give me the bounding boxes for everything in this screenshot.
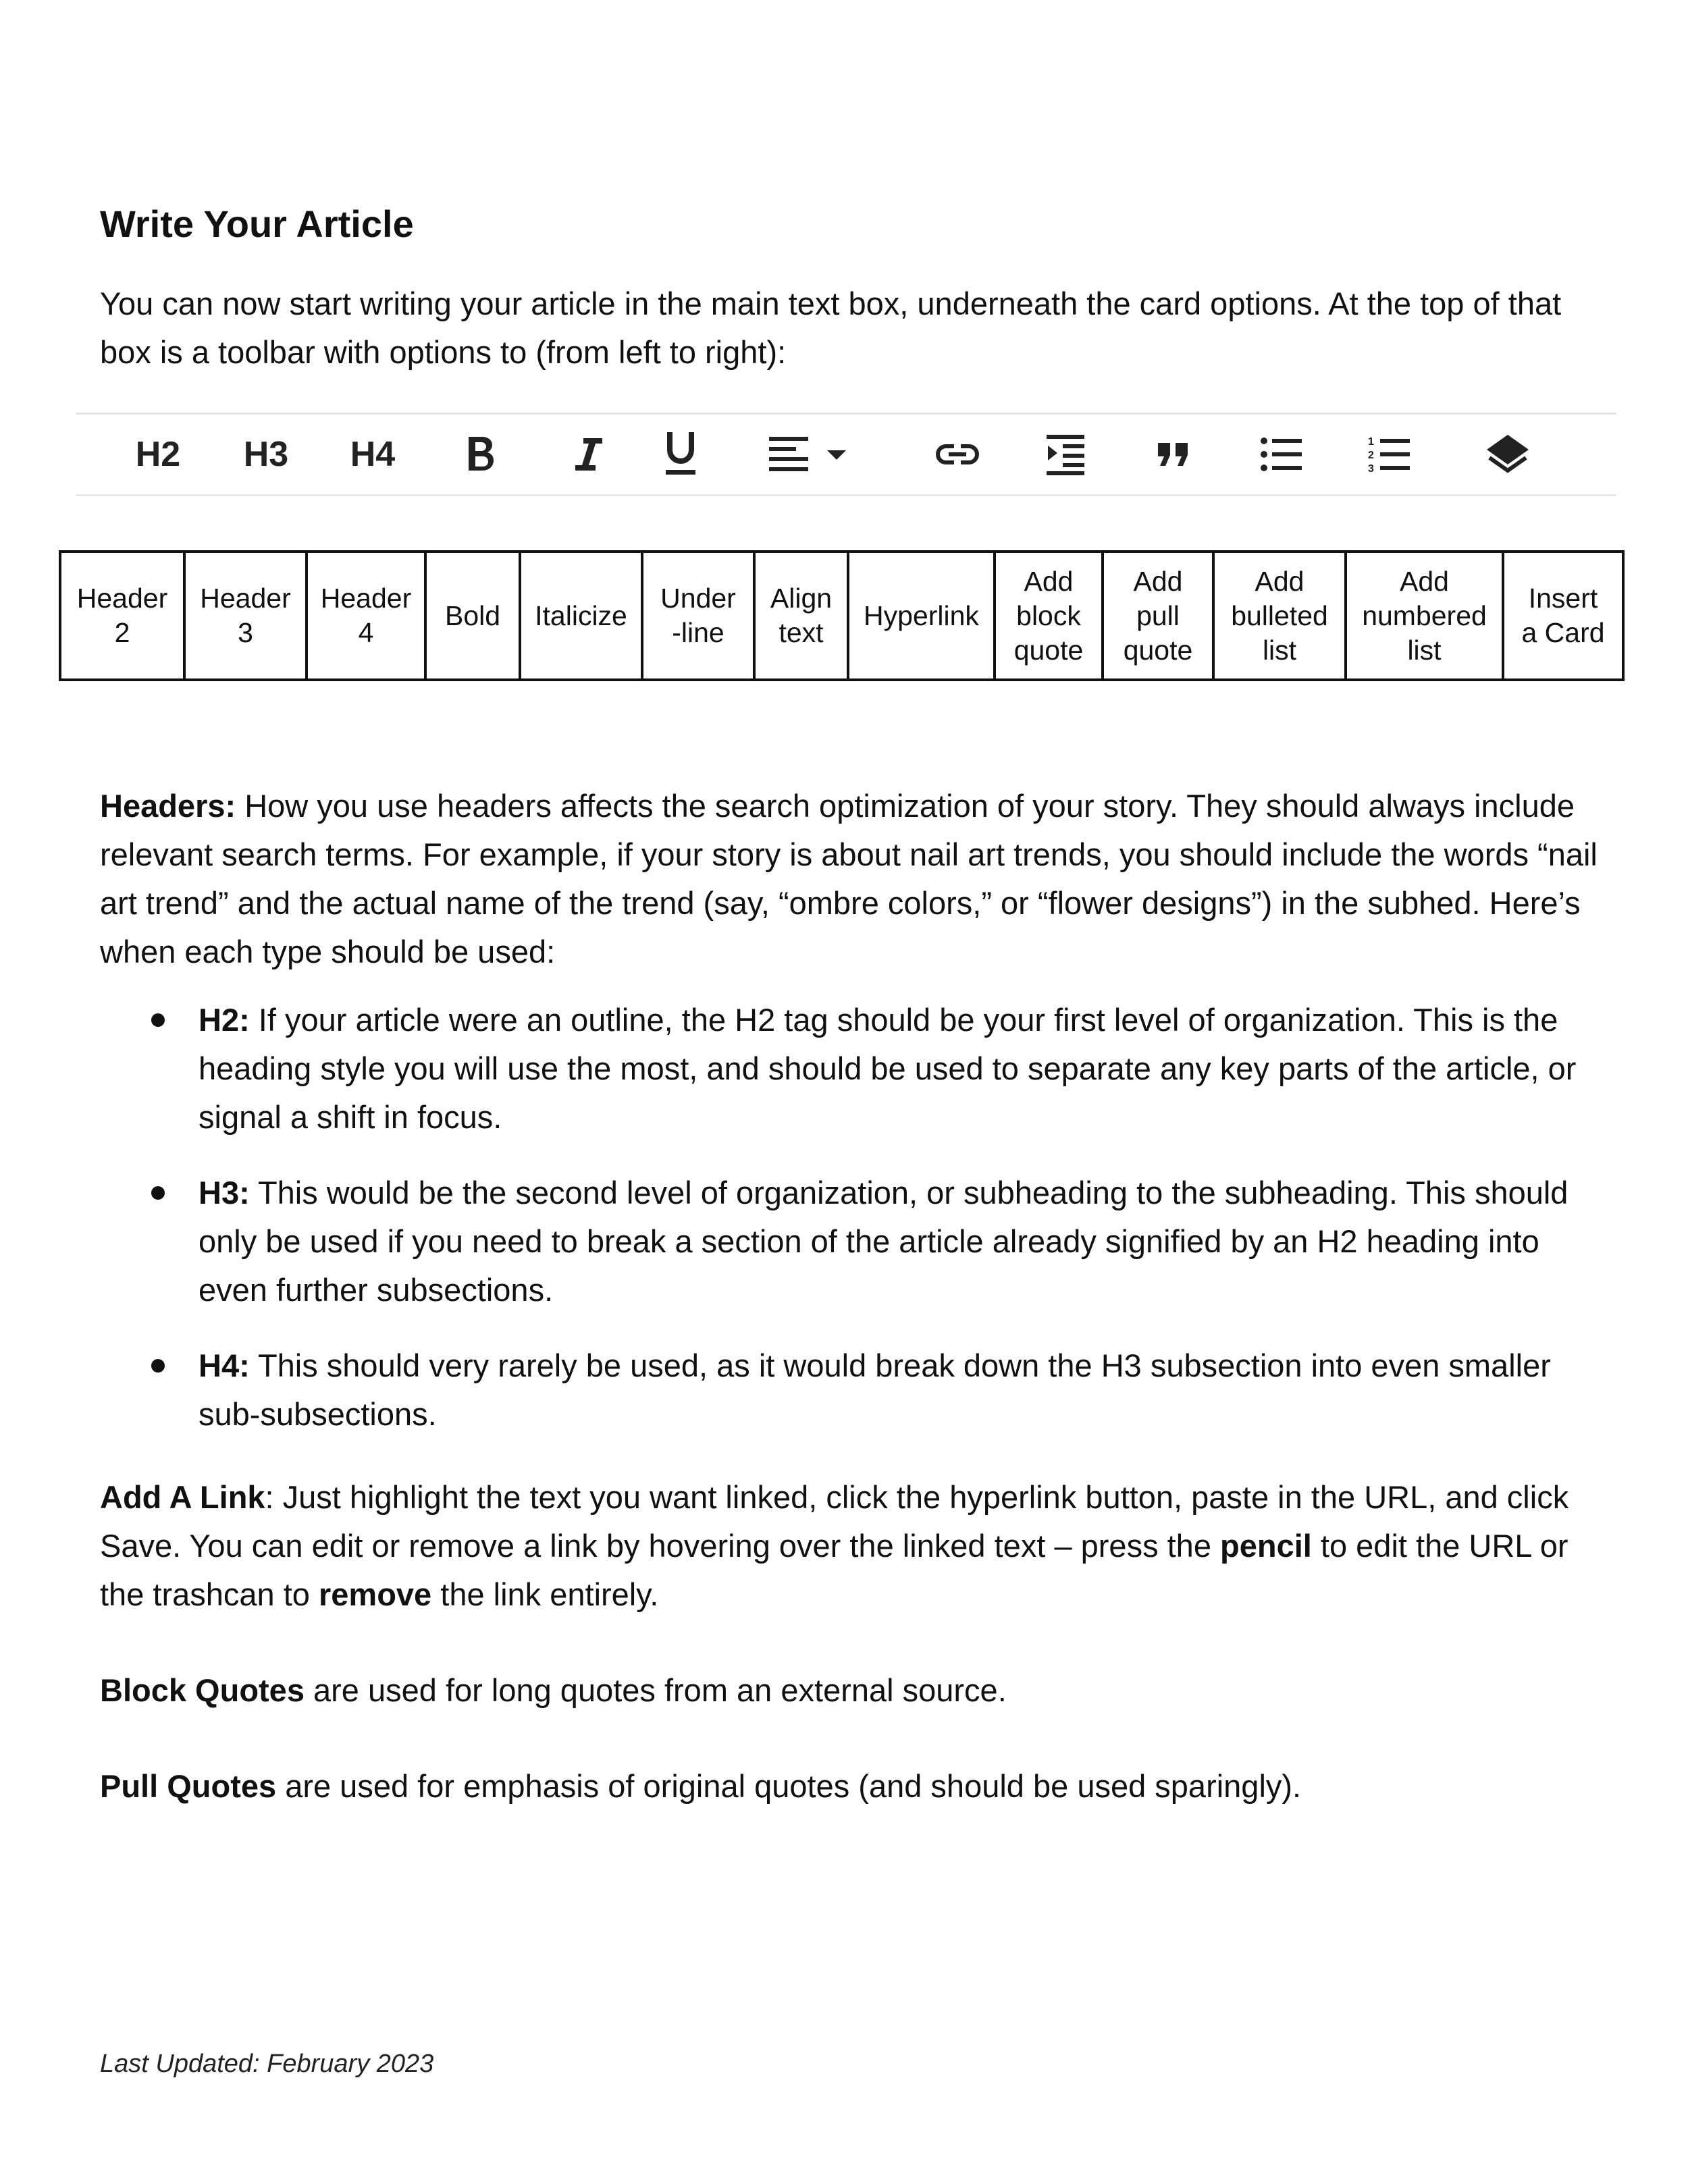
- legend-cell-text: Under: [660, 583, 736, 614]
- legend-cell: [1346, 552, 1503, 680]
- legend-cell: [642, 552, 754, 680]
- legend-cell-text: Header: [320, 583, 412, 614]
- intro-paragraph: You can now start writing your article in the main text box, underneath the card options. At the top of that box is a toolbar with options to (from left to right):: [100, 286, 1562, 370]
- bullet-text: This should very rarely be used, as it would break down the H3 subsection into even smaller sub-subsections.: [199, 1348, 1551, 1432]
- block-quotes-label: Block Quotes: [100, 1672, 305, 1708]
- pull-quote-icon[interactable]: [1133, 415, 1214, 494]
- headers-label: Headers:: [100, 788, 236, 824]
- legend-cell-text: -line: [672, 617, 724, 648]
- align-icon[interactable]: [764, 415, 859, 494]
- legend-cell-text: Header: [200, 583, 291, 614]
- bullet-label: H3:: [199, 1175, 250, 1210]
- toolbar-legend-table: [59, 550, 1625, 681]
- legend-cell-text: Add: [1255, 565, 1304, 597]
- legend-cell-text: list: [1262, 634, 1297, 666]
- legend-cell-text: 3: [238, 617, 253, 648]
- link-icon[interactable]: [917, 415, 998, 494]
- legend-cell-text: list: [1407, 634, 1442, 666]
- legend-cell-text: Header: [76, 583, 168, 614]
- legend-cell-text: numbered: [1362, 600, 1487, 631]
- legend-cell-text: 4: [358, 617, 374, 648]
- legend-cell: [848, 552, 995, 680]
- legend-cell-text: a Card: [1521, 617, 1605, 648]
- remove-term: remove: [318, 1576, 432, 1612]
- block-quote-icon[interactable]: [1025, 415, 1106, 494]
- add-link-text-2: to edit the URL or the trashcan to: [100, 1528, 1568, 1612]
- toolbar-h4[interactable]: H4: [350, 435, 396, 474]
- legend-cell-text: Insert: [1528, 583, 1598, 614]
- legend-cell-text: Add: [1133, 565, 1183, 597]
- toolbar-h2[interactable]: H2: [135, 435, 181, 474]
- legend-cell-text: Align: [770, 583, 833, 614]
- editor-toolbar: [76, 412, 1616, 496]
- legend-row: [60, 552, 1623, 680]
- legend-cell: [995, 552, 1103, 680]
- legend-cell: [60, 552, 184, 680]
- legend-cell-text: Add: [1400, 565, 1449, 597]
- block-quotes-paragraph: [100, 1666, 1612, 1715]
- card-layers-icon[interactable]: [1457, 415, 1558, 494]
- legend-cell-text: block: [1016, 600, 1081, 631]
- numbered-list-icon[interactable]: [1349, 415, 1430, 494]
- toolbar-h3[interactable]: H3: [243, 435, 289, 474]
- add-link-text: : Just highlight the text you want linked, click the hyperlink button, paste in the URL, and click Save. You can edit or remove a link by hovering over the linked text – press the: [100, 1479, 1569, 1564]
- legend-cell: [1503, 552, 1623, 680]
- legend-cell-text: text: [779, 617, 824, 648]
- legend-cell-text: 2: [114, 617, 130, 648]
- legend-cell: [520, 552, 642, 680]
- legend-cell-text: quote: [1123, 634, 1193, 666]
- header-types-list: [100, 996, 1612, 1466]
- svg-text:3: 3: [1368, 463, 1374, 473]
- pull-quotes-label: Pull Quotes: [100, 1768, 277, 1804]
- bullet-label: H2:: [199, 1002, 250, 1038]
- underline-icon[interactable]: [640, 415, 721, 494]
- legend-cell: [1103, 552, 1213, 680]
- italic-icon[interactable]: [548, 415, 629, 494]
- legend-cell: [184, 552, 307, 680]
- add-link-paragraph: [100, 1473, 1612, 1619]
- bold-icon[interactable]: [440, 415, 521, 494]
- legend-cell: [754, 552, 848, 680]
- legend-cell-text: Bold: [444, 600, 501, 631]
- list-item-h2: [100, 996, 1612, 1142]
- add-link-text-3: the link entirely.: [431, 1576, 659, 1612]
- svg-text:1: 1: [1368, 436, 1374, 448]
- legend-cell-text: pull: [1136, 600, 1180, 631]
- add-link-label: Add A Link: [100, 1479, 265, 1515]
- legend-cell: [1213, 552, 1346, 680]
- legend-cell-text: Italicize: [535, 600, 627, 631]
- bullet-icon: [151, 1359, 165, 1373]
- pull-quotes-paragraph: [100, 1762, 1612, 1811]
- legend-cell-text: bulleted: [1231, 600, 1328, 631]
- bullet-icon: [151, 1013, 165, 1027]
- bullet-text: This would be the second level of organization, or subheading to the subheading. This should only be used if you need to break a section of the article already signified by an H2 heading into even further subsections.: [199, 1175, 1568, 1308]
- list-item-h3: [100, 1169, 1612, 1314]
- block-quotes-text: are used for long quotes from an external source.: [304, 1672, 1007, 1708]
- last-updated-footer: Last Updated: February 2023: [100, 2050, 434, 2078]
- bullet-text: If your article were an outline, the H2 tag should be your first level of organization. This is the heading style you will use the most, and should be used to separate any key parts of the article, or signal a shift in focus.: [199, 1002, 1577, 1135]
- legend-cell-text: Hyperlink: [864, 600, 979, 631]
- legend-cell: [425, 552, 520, 680]
- legend-cell-text: Add: [1024, 565, 1074, 597]
- headers-paragraph: [100, 782, 1612, 976]
- svg-text:2: 2: [1368, 450, 1374, 461]
- bullet-icon: [151, 1186, 165, 1200]
- legend-cell: [307, 552, 425, 680]
- legend-cell-text: quote: [1013, 634, 1084, 666]
- list-item-h4: [100, 1341, 1612, 1439]
- bulleted-list-icon[interactable]: [1241, 415, 1322, 494]
- page-title: Write Your Article: [100, 203, 414, 245]
- pull-quotes-text: are used for emphasis of original quotes (and should be used sparingly).: [276, 1768, 1302, 1804]
- pencil-term: pencil: [1220, 1528, 1312, 1564]
- headers-text: How you use headers affects the search optimization of your story. They should always include relevant search terms. For example, if your story is about nail art trends, you should include the words “nail art trend” and the actual name of the trend (say, “ombre colors,” or “flower designs”) in the subhed. Here’s when each type should be used:: [100, 788, 1598, 969]
- bullet-label: H4:: [199, 1348, 250, 1383]
